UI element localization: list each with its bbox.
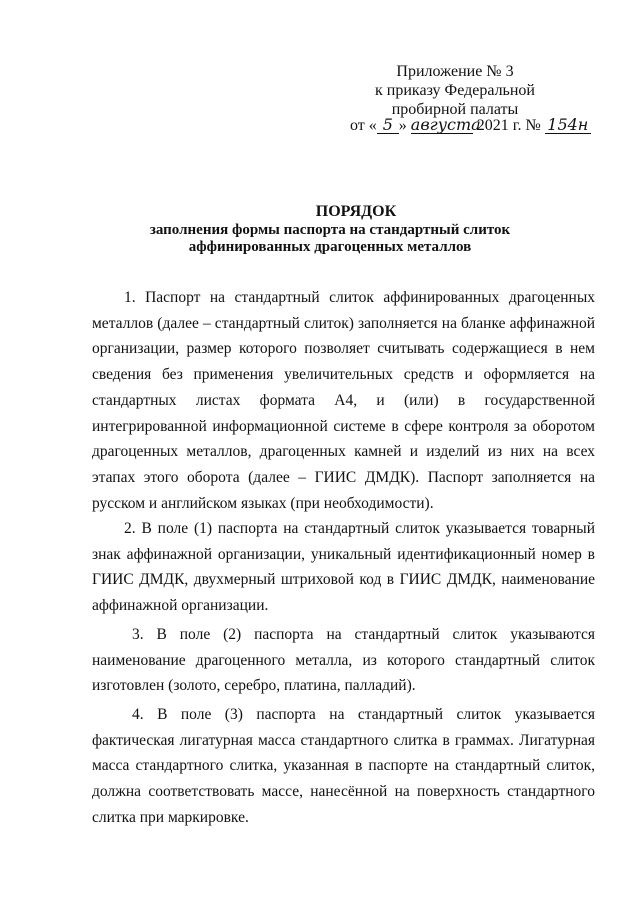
paragraph-3: 3. В поле (2) паспорта на стандартный слиток указываются наименование драгоценного металла, из которого стандартный слиток изготовлен (золото, серебро, платина, палладий).	[92, 626, 595, 695]
subtitle-line-1: заполнения формы паспорта на стандартный слиток	[149, 222, 511, 238]
paragraph-2: 2. В поле (1) паспорта на стандартный слиток указывается товарный знак аффинажной организации, уникальный идентификационный номер в ГИИС ДМДК, двухмерный штриховой код в ГИИС ДМДК, наименование аффинажной организации.	[92, 520, 595, 615]
appendix-order-ref: к приказу Федеральной	[375, 82, 535, 99]
date-prefix: от «	[350, 117, 377, 134]
document-title: ПОРЯДОК	[315, 203, 397, 220]
appendix-authority: пробирной палаты	[391, 101, 519, 118]
subtitle-line-2: аффинированных драгоценных металлов	[188, 239, 472, 255]
appendix-number: Приложение № 3	[396, 63, 514, 80]
document-subtitle	[80, 222, 580, 256]
paragraph-4: 4. В поле (3) паспорта на стандартный слиток указывается фактическая лигатурная масса стандартного слитка в граммах. Лигатурная масса стандартного слитка, указанная в паспорте на стандартный слиток, должна соответствовать массе, нанесённой на поверхность стандартного слитка при маркировке.	[92, 706, 595, 826]
date-year: 2021 г. №	[476, 117, 541, 134]
handwritten-month: августа	[410, 115, 481, 134]
appendix-header	[330, 62, 580, 119]
paragraph-1: 1. Паспорт на стандартный слиток аффинированных драгоценных металлов (далее – стандартный слиток) заполняется на бланке аффинажной организации, размер которого позволяет считывать содержащиеся в нем сведения без применения увеличительных средств и оформляется на стандартных листах формата А4, и (или) в государственной интегрированной информационной системе в сфере контроля за оборотом драгоценных металлов, драгоценных камней и изделий из них на всех этапах этого оборота (далее – ГИИС ДМДК). Паспорт заполняется на русском и английском языках (при необходимости).	[92, 289, 595, 512]
date-mid: »	[398, 117, 407, 134]
handwritten-order-number: 154н	[545, 117, 591, 134]
order-date-line	[350, 116, 591, 135]
handwritten-day: 5	[377, 117, 399, 134]
